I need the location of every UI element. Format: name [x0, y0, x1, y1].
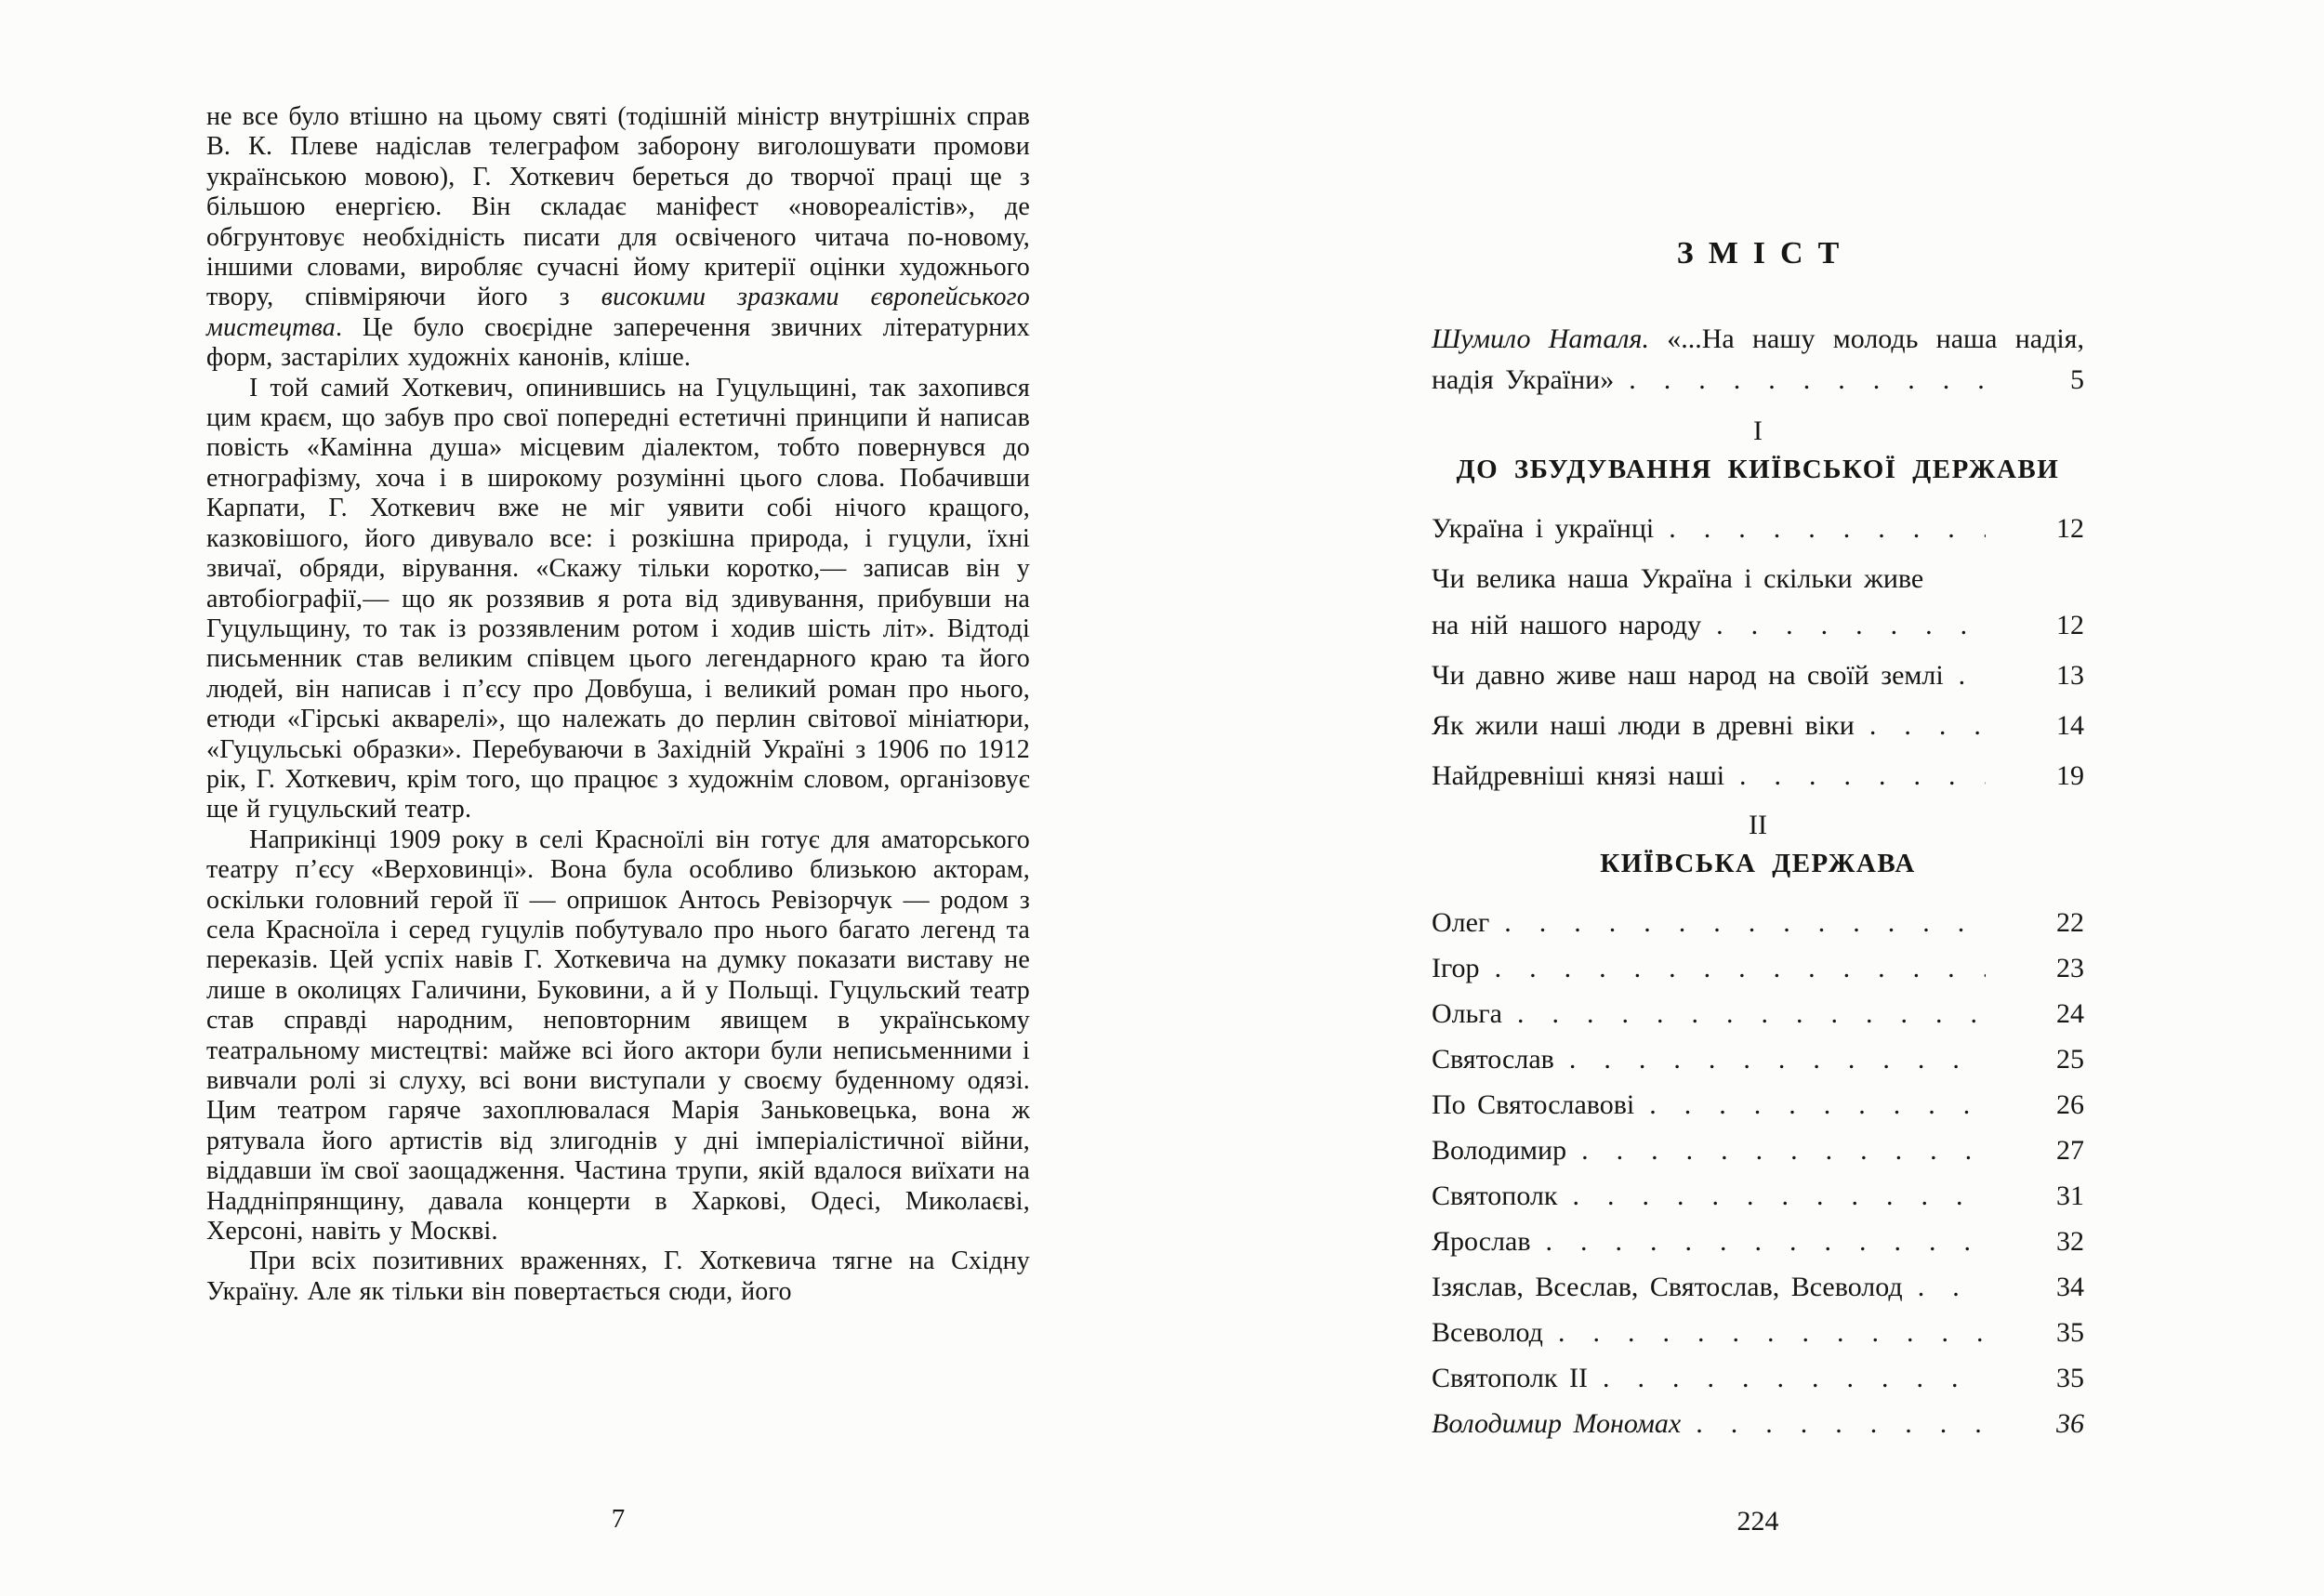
toc-label: Святослав — [1432, 1044, 1554, 1075]
toc-label-line1: Чи велика наша Україна і скільки живе — [1432, 563, 1924, 594]
toc-dot-leader — [1581, 1134, 1986, 1167]
toc-page-number: 27 — [2056, 1135, 2084, 1166]
toc-intro-entry — [1432, 319, 2084, 401]
toc-label: Ярослав — [1432, 1226, 1531, 1257]
toc-page-number: 14 — [2056, 710, 2084, 741]
toc-dot-leader — [1649, 1088, 1986, 1122]
toc-intro-author: Шумило Наталя. — [1432, 323, 1649, 354]
toc-page-number: 32 — [2056, 1226, 2084, 1257]
toc-page-number: 23 — [2056, 953, 2084, 983]
toc-label: Святополк — [1432, 1181, 1558, 1211]
toc-dot-leader — [1495, 952, 1986, 985]
right-page — [1432, 235, 2084, 1453]
toc-label: Ольга — [1432, 998, 1502, 1029]
section-1-heading: ДО ЗБУДУВАННЯ КИЇВСЬКОЇ ДЕРЖАВИ — [1456, 455, 2060, 484]
section-1-numeral: І — [1753, 415, 1763, 446]
toc-page-number: 12 — [2056, 610, 2084, 640]
toc-label: Україна і українці — [1432, 513, 1655, 544]
toc-label: Олег — [1432, 907, 1490, 938]
right-page-number: 224 — [1736, 1506, 1779, 1537]
section-2-numeral: ІІ — [1749, 810, 1767, 840]
toc-intro-title: «...На нашу молодь наша надія, — [1667, 323, 2084, 354]
toc-label: Найдревніші князі наші — [1432, 760, 1725, 791]
toc-row — [1432, 709, 2084, 743]
toc-row — [1432, 1407, 2084, 1441]
toc-label: Володимир — [1432, 1135, 1567, 1166]
toc-row — [1432, 1134, 2084, 1167]
toc-row — [1432, 1225, 2084, 1259]
toc-page-number: 22 — [2056, 907, 2084, 938]
toc-row — [1432, 997, 2084, 1031]
paragraph-1-text: не все було втішно на цьому святі (тодішній міністр внутрішніх справ В. К. Плеве надіслав телеграфом заборону виголошувати промови українською мовою), Г. Хоткевич береться до творчої праці ще з більшою енергією. Він складає маніфест «новореалістів», де обгрунтовує необхідність писати для освіченого читача по-новому, іншими словами, виробляє сучасні йому критерії оцінки художнього твору, співміряючи його з — [206, 102, 1030, 312]
toc-dot-leader — [1546, 1225, 1986, 1259]
toc-row — [1432, 512, 2084, 546]
toc-title: ЗМІСТ — [1676, 236, 1855, 270]
toc-page-number: 26 — [2056, 1089, 2084, 1120]
toc-row — [1432, 1316, 2084, 1350]
toc-dot-leader — [1918, 1271, 1986, 1304]
paragraph-4: При всіх позитивних враженнях, Г. Хоткевича тягне на Східну Україну. Але як тільки він повертається сюди, його — [206, 1246, 1030, 1306]
section-2-heading: КИЇВСЬКА ДЕРЖАВА — [1600, 849, 1916, 878]
toc-page-number: 12 — [2056, 513, 2084, 544]
toc-label: на ній нашого народу — [1432, 610, 1702, 640]
toc-label: Чи давно живе наш народ на своїй землі — [1432, 660, 1944, 691]
toc-dot-leader — [1696, 1407, 1986, 1441]
toc-page-number: 35 — [2056, 1363, 2084, 1393]
toc-row — [1432, 1271, 2084, 1304]
paragraph-3: Наприкінці 1909 року в селі Красноїлі він готує для аматорського театру п’єсу «Верховинці». Вона була особливо близькою акторам, оскільки головний герой її — опришок Антось Ревізорчук — родом з села Красноїла і серед гуцулів побутувало про нього багато легенд та переказів. Цей успіх навів Г. Хоткевича на думку показати виставу не лише в околицях Галичини, Буковини, а й у Польщі. Гуцульский театр став справді народним, неповторним явищем в українському театральному мистецтві: майже всі його актори були неписьменними і вивчали ролі зі слуху, всі вони виступали у своєму буденному одязі. Цим театром гаряче захоплювалася Марія Заньковецька, вона ж рятувала його артистів від злигоднів у дні імперіалістичної війни, віддавши їм свої заощадження. Частина трупи, якій вдалося виїхати на Наддніпрянщину, давала концерти в Харкові, Одесі, Миколаєві, Херсоні, навіть у Москві. — [206, 824, 1030, 1246]
toc-label: Володимир Мономах — [1432, 1408, 1682, 1439]
toc-section-1-entries — [1432, 512, 2084, 793]
toc-row — [1432, 1088, 2084, 1122]
toc-page-number: 5 — [2070, 364, 2084, 395]
toc-dot-leader — [1573, 1180, 1987, 1213]
toc-label: Ігор — [1432, 953, 1480, 983]
toc-dot-leader — [1517, 997, 1986, 1031]
toc-dot-leader — [1558, 1316, 1986, 1350]
toc-page-number: 34 — [2056, 1272, 2084, 1302]
toc-label: Святополк II — [1432, 1363, 1588, 1393]
toc-page-number: 31 — [2056, 1181, 2084, 1211]
toc-dot-leader — [1869, 709, 1986, 743]
toc-row — [1432, 1362, 2084, 1395]
toc-label: Всеволод — [1432, 1317, 1543, 1348]
paragraph-1 — [206, 102, 1030, 374]
toc-label: Як жили наші люди в древні віки — [1432, 710, 1855, 741]
toc-dot-leader — [1716, 609, 1986, 642]
toc-dot-leader — [1739, 759, 1986, 793]
toc-dot-leader — [1603, 1362, 1986, 1395]
toc-row — [1432, 609, 2084, 642]
toc-dot-leader — [1569, 1043, 1986, 1076]
toc-label: По Святославові — [1432, 1089, 1635, 1120]
toc-row-two-line — [1432, 562, 2084, 642]
paragraph-1-emphasis: високими зразками європейського мистецтва — [206, 283, 1031, 342]
toc-dot-leader — [1629, 360, 1986, 401]
toc-page-number: 13 — [2056, 660, 2084, 691]
toc-row — [1432, 759, 2084, 793]
paragraph-1-tail: . Це було своєрідне заперечення звичних літературних форм, застарілих художніх канонів, кліше. — [206, 312, 1030, 373]
left-page — [206, 102, 1030, 1307]
toc-label: Ізяслав, Всеслав, Святослав, Всеволод — [1432, 1272, 1903, 1302]
left-page-number: 7 — [611, 1504, 626, 1534]
toc-intro-line2 — [1432, 360, 2084, 401]
toc-dot-leader — [1959, 659, 1986, 692]
paragraph-2: І той самий Хоткевич, опинившись на Гуцульщині, так захопився цим краєм, що забув про свої попередні естетичні принципи й написав повість «Камінна душа» місцевим діалектом, тобто повернувся до етнографізму, хоча і в широкому розумінні цього слова. Побачивши Карпати, Г. Хоткевич вже не міг уявити собі нічого кращого, казковішого, його дивувало все: і розкішна природа, і гуцули, їхні звичаї, обряди, вірування. «Скажу тільки коротко,— записав він у автобіографії,— що як роззявив я рота від здивування, прибувши на Гуцульщину, то так із роззявленим ротом і ходив шість літ». Відтоді письменник став великим співцем цього легендарного краю та його людей, він написав і п’єсу про Довбуша, і великий роман про нього, етюди «Гірські акварелі», що належать до перлин світової мініатюри, «Гуцульські образки». Перебуваючи в Західній Україні з 1906 по 1912 рік, Г. Хоткевич, крім того, що працює з художнім словом, організовує ще й гуцульский театр. — [206, 373, 1030, 824]
toc-row — [1432, 906, 2084, 940]
toc-row — [1432, 952, 2084, 985]
toc-page-number: 36 — [2056, 1408, 2084, 1439]
toc-dot-leader — [1669, 512, 1986, 546]
toc-row — [1432, 1043, 2084, 1076]
toc-page-number: 24 — [2056, 998, 2084, 1029]
toc-page-number: 35 — [2056, 1317, 2084, 1348]
toc-row — [1432, 659, 2084, 692]
toc-row — [1432, 1180, 2084, 1213]
toc-page-number: 25 — [2056, 1044, 2084, 1075]
toc-page-number: 19 — [2056, 760, 2084, 791]
toc-intro-line1 — [1432, 319, 2084, 360]
toc-section-2-entries — [1432, 906, 2084, 1441]
toc-label: надія України» — [1432, 364, 1615, 395]
toc-dot-leader — [1504, 906, 1986, 940]
